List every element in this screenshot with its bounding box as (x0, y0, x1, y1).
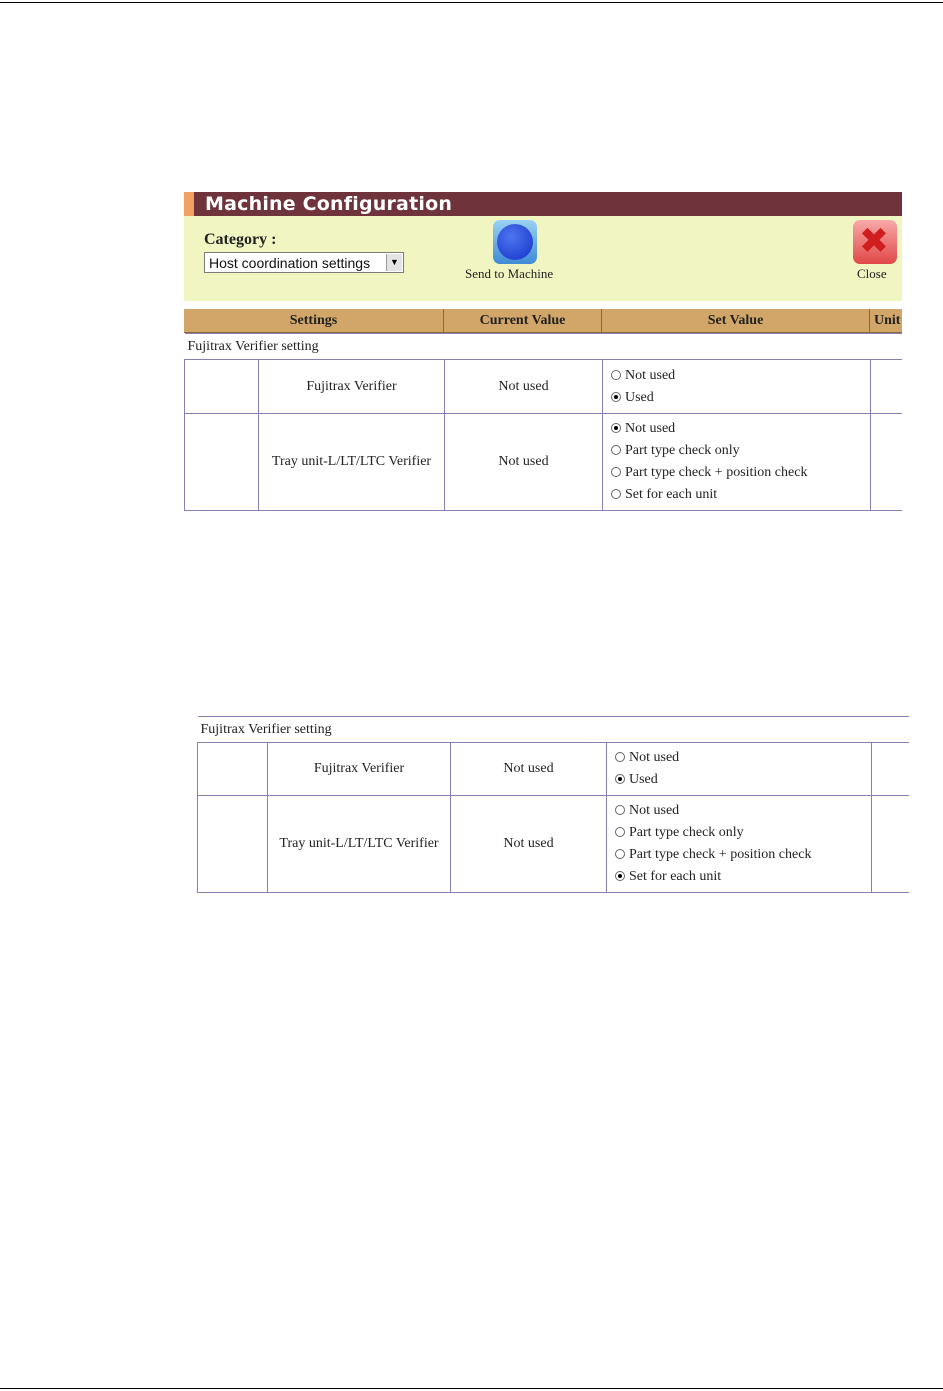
radio-label: Part type check only (629, 825, 744, 840)
group-row (185, 334, 903, 360)
column-header-unit: Unit (870, 309, 902, 333)
row-indent-cell (185, 414, 259, 511)
close-x-glyph: ✖ (858, 221, 890, 262)
dropdown-arrow-icon[interactable]: ▼ (386, 254, 402, 271)
category-select-value: Host coordination settings (209, 255, 371, 271)
radio-label: Not used (629, 803, 680, 818)
close-label: Close (857, 266, 887, 281)
radio-option[interactable] (611, 365, 870, 387)
radio-option[interactable] (611, 418, 870, 440)
group-row (198, 717, 910, 743)
category-select[interactable] (204, 252, 404, 273)
unit-cell (872, 796, 910, 893)
radio-option[interactable] (615, 747, 871, 769)
radio-option[interactable] (615, 769, 871, 791)
settings-table-2 (197, 716, 909, 893)
send-to-machine-icon[interactable] (493, 220, 537, 264)
radio-button[interactable] (611, 370, 621, 380)
radio-option[interactable] (615, 800, 871, 822)
page-top-rule (0, 2, 943, 3)
group-label: Fujitrax Verifier setting (198, 717, 910, 743)
radio-button[interactable] (615, 752, 625, 762)
row-indent-cell (198, 743, 268, 796)
radio-button[interactable] (611, 445, 621, 455)
set-value-options (603, 414, 871, 511)
radio-label: Used (629, 772, 658, 787)
row-indent-cell (185, 360, 259, 414)
radio-option[interactable] (611, 484, 870, 506)
setting-name: Tray unit-L/LT/LTC Verifier (259, 414, 445, 511)
setting-name: Tray unit-L/LT/LTC Verifier (268, 796, 451, 893)
set-value-options (607, 796, 872, 893)
radio-button-selected[interactable] (611, 423, 621, 433)
column-header-current-value: Current Value (444, 309, 602, 333)
radio-label: Part type check + position check (629, 847, 812, 862)
current-value: Not used (451, 796, 607, 893)
radio-label: Used (625, 389, 654, 405)
radio-button-selected[interactable] (615, 871, 625, 881)
unit-cell (871, 414, 903, 511)
table-row (198, 743, 910, 796)
radio-button[interactable] (615, 805, 625, 815)
radio-button[interactable] (611, 489, 621, 499)
setting-name: Fujitrax Verifier (259, 360, 445, 414)
set-value-options (603, 360, 871, 414)
column-header-settings: Settings (184, 309, 444, 333)
radio-button-selected[interactable] (615, 774, 625, 784)
table-row (185, 360, 903, 414)
radio-button[interactable] (611, 467, 621, 477)
row-indent-cell (198, 796, 268, 893)
radio-option[interactable] (615, 822, 871, 844)
table-header (184, 309, 902, 333)
radio-option[interactable] (611, 387, 870, 409)
unit-cell (871, 360, 903, 414)
radio-button-selected[interactable] (611, 392, 621, 402)
group-label: Fujitrax Verifier setting (185, 334, 903, 360)
send-to-machine-label: Send to Machine (465, 266, 554, 281)
page-bottom-rule (0, 1388, 943, 1389)
radio-label: Set for each unit (625, 487, 718, 502)
radio-label: Part type check only (625, 443, 740, 458)
radio-label: Not used (625, 421, 676, 436)
radio-option[interactable] (611, 440, 870, 462)
window-title: Machine Configuration (205, 193, 453, 215)
radio-label: Part type check + position check (625, 465, 808, 480)
radio-label: Not used (625, 367, 676, 383)
table-row (198, 796, 910, 893)
setting-name: Fujitrax Verifier (268, 743, 451, 796)
current-value: Not used (445, 360, 603, 414)
table-row (185, 414, 903, 511)
radio-option[interactable] (615, 844, 871, 866)
settings-table-after-change (197, 716, 909, 896)
radio-option[interactable] (615, 866, 871, 888)
radio-label: Not used (629, 750, 680, 765)
title-bar (184, 192, 902, 216)
category-label: Category : (204, 231, 277, 248)
close-button[interactable] (852, 220, 902, 282)
radio-option[interactable] (611, 462, 870, 484)
radio-button[interactable] (615, 849, 625, 859)
toolbar (184, 216, 902, 301)
radio-label: Set for each unit (629, 869, 722, 884)
current-value: Not used (445, 414, 603, 511)
column-header-set-value: Set Value (602, 309, 870, 333)
current-value: Not used (451, 743, 607, 796)
title-accent (184, 192, 194, 216)
unit-cell (872, 743, 910, 796)
radio-button[interactable] (615, 827, 625, 837)
send-to-machine-button[interactable] (460, 220, 572, 282)
machine-configuration-window (184, 192, 902, 512)
settings-table (184, 333, 902, 511)
set-value-options (607, 743, 872, 796)
